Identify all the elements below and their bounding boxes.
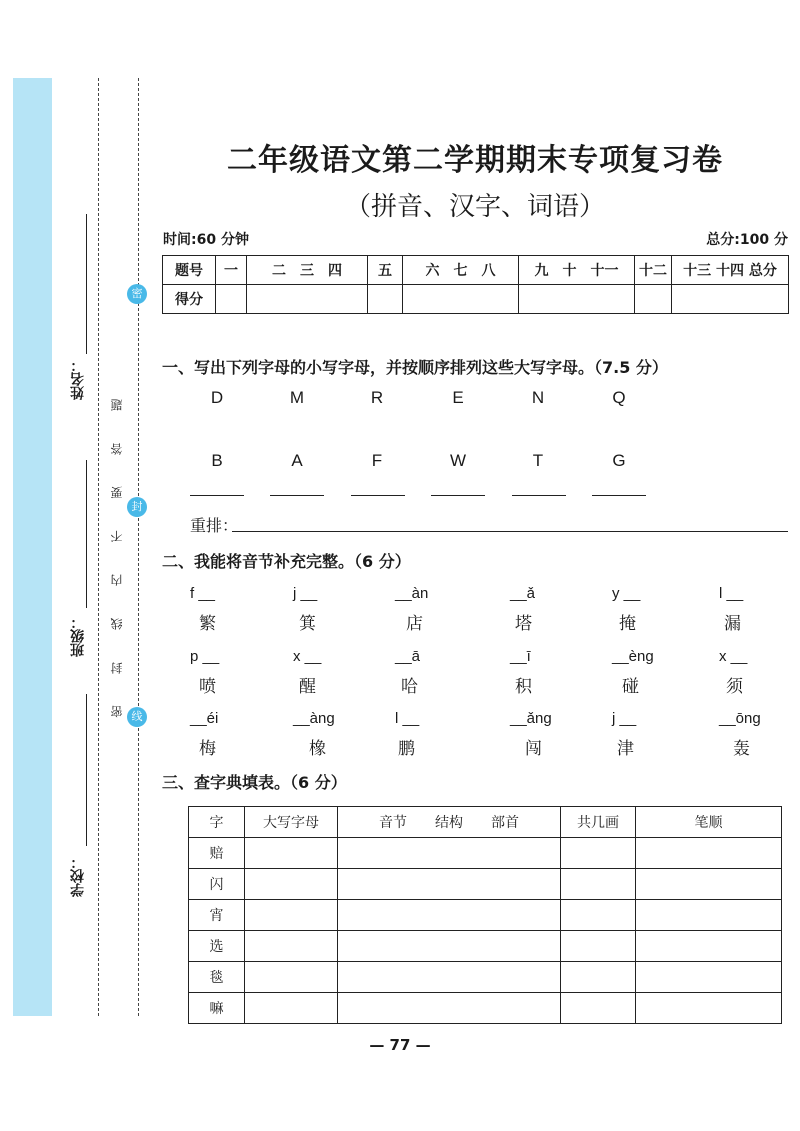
letter: Q (612, 388, 626, 407)
letter: F (371, 451, 383, 470)
letter: W (449, 451, 467, 470)
pinyin-prompt: x __ (293, 648, 322, 665)
dict-cell[interactable] (561, 900, 636, 931)
dict-cell[interactable] (338, 931, 561, 962)
school-label: 学校： (70, 855, 86, 897)
dict-row (189, 931, 782, 962)
dict-cell[interactable] (561, 838, 636, 869)
hanzi: 哈 (401, 677, 418, 697)
dict-cell[interactable] (338, 993, 561, 1024)
hanzi: 掩 (619, 614, 636, 634)
section3-heading: 三、查字典填表。（6 分） (162, 773, 347, 792)
dict-cell[interactable] (245, 838, 338, 869)
dict-header-cell: 笔顺 (636, 807, 782, 838)
hanzi: 箕 (299, 614, 316, 634)
score-header-cell: 题号 (163, 256, 216, 285)
seal-circle-xian: 线 (127, 707, 147, 727)
pinyin-prompt: __ī (510, 648, 531, 665)
dict-cell[interactable] (636, 931, 782, 962)
letter: E (452, 388, 464, 407)
name-field[interactable] (86, 214, 87, 354)
letter: G (612, 451, 626, 470)
hanzi: 闯 (525, 739, 542, 759)
dict-row (189, 869, 782, 900)
cut-line-outer (98, 78, 99, 1016)
page-subtitle: （拼音、汉字、词语） (344, 192, 605, 222)
score-table (162, 255, 789, 314)
reorder-blank[interactable] (232, 531, 788, 532)
hanzi: 漏 (724, 614, 741, 634)
answer-blank[interactable] (512, 495, 566, 496)
hanzi: 店 (406, 614, 423, 634)
dict-cell[interactable] (338, 962, 561, 993)
dict-cell[interactable] (636, 838, 782, 869)
seal-circle-feng: 封 (127, 497, 147, 517)
dict-cell[interactable] (245, 869, 338, 900)
score-value-row (163, 285, 789, 314)
dict-cell[interactable] (636, 900, 782, 931)
letter: R (370, 388, 384, 407)
letter: B (211, 451, 223, 470)
section1-heading: 一、写出下列字母的小写字母，并按顺序排列这些大写字母。（7.5 分） (162, 358, 668, 377)
pinyin-prompt: x __ (719, 648, 748, 665)
answer-blank[interactable] (592, 495, 646, 496)
dict-char: 嘛 (189, 993, 245, 1024)
score-header-cell: 十二 (635, 256, 672, 285)
dict-cell[interactable] (245, 962, 338, 993)
pinyin-prompt: __ā (395, 648, 421, 665)
score-header-cell: 九 十 十一 (519, 256, 635, 285)
dict-cell[interactable] (561, 993, 636, 1024)
hanzi: 轰 (733, 739, 750, 759)
dict-cell[interactable] (561, 962, 636, 993)
hanzi: 塔 (515, 614, 532, 634)
letter: A (291, 451, 303, 470)
dict-char: 宵 (189, 900, 245, 931)
hanzi: 梅 (199, 739, 216, 759)
dict-cell[interactable] (636, 962, 782, 993)
school-field[interactable] (86, 694, 87, 846)
pinyin-prompt: __èng (612, 648, 654, 665)
answer-blank[interactable] (351, 495, 405, 496)
dictionary-table (188, 806, 782, 1024)
dict-row (189, 838, 782, 869)
class-label: 班级： (70, 615, 86, 657)
hanzi: 橡 (309, 739, 326, 759)
pinyin-prompt: __àn (395, 585, 429, 602)
dict-cell[interactable] (338, 838, 561, 869)
answer-blank[interactable] (270, 495, 324, 496)
pinyin-prompt: l __ (395, 710, 420, 727)
cut-line-inner (138, 78, 139, 1016)
score-cell[interactable] (368, 285, 403, 314)
dict-cell[interactable] (338, 869, 561, 900)
score-cell[interactable] (519, 285, 635, 314)
pinyin-prompt: j __ (612, 710, 637, 727)
dict-char: 选 (189, 931, 245, 962)
class-field[interactable] (86, 460, 87, 608)
dict-char: 赔 (189, 838, 245, 869)
page-number: — 77 — (369, 1036, 431, 1054)
pinyin-prompt: __éi (190, 710, 219, 727)
pinyin-prompt: l __ (719, 585, 744, 602)
dict-row (189, 900, 782, 931)
dict-row (189, 993, 782, 1024)
dict-header-cell: 大写字母 (245, 807, 338, 838)
score-cell[interactable] (247, 285, 368, 314)
dict-header-cell: 字 (189, 807, 245, 838)
hanzi: 碰 (622, 677, 639, 697)
pinyin-prompt: __ōng (719, 710, 761, 727)
dict-char: 闪 (189, 869, 245, 900)
dict-header-cell: 音节 结构 部首 (338, 807, 561, 838)
pinyin-prompt: p __ (190, 648, 220, 665)
pinyin-prompt: j __ (293, 585, 318, 602)
score-cell[interactable] (635, 285, 672, 314)
dict-char: 毯 (189, 962, 245, 993)
score-header-cell: 一 (216, 256, 247, 285)
hanzi: 醒 (299, 677, 316, 697)
name-label: 姓名： (70, 358, 86, 400)
pinyin-prompt: __ǎng (510, 710, 552, 727)
answer-blank[interactable] (190, 495, 244, 496)
dict-cell[interactable] (636, 993, 782, 1024)
dict-cell[interactable] (245, 931, 338, 962)
score-cell[interactable] (216, 285, 247, 314)
score-cell[interactable] (403, 285, 519, 314)
hanzi: 津 (617, 739, 634, 759)
score-header-cell: 二 三 四 (247, 256, 368, 285)
dict-cell[interactable] (338, 900, 561, 931)
letter: N (531, 388, 545, 407)
hanzi: 积 (515, 677, 532, 697)
pinyin-prompt: f __ (190, 585, 216, 602)
seal-circle-mi: 密 (127, 284, 147, 304)
pinyin-prompt: __àng (293, 710, 335, 727)
letter: D (210, 388, 224, 407)
score-header-cell: 五 (368, 256, 403, 285)
dict-cell[interactable] (245, 900, 338, 931)
dict-row (189, 962, 782, 993)
dict-cell[interactable] (245, 993, 338, 1024)
dict-header-cell: 共几画 (561, 807, 636, 838)
seal-warning-text: 密 封 线 内 不 要 答 题 (110, 385, 124, 718)
exam-time: 时间:60 分钟 (163, 232, 249, 248)
dict-cell[interactable] (561, 931, 636, 962)
binding-strip (13, 78, 52, 1016)
letter: M (289, 388, 305, 407)
score-cell[interactable] (672, 285, 789, 314)
score-header-cell: 十三 十四 总分 (672, 256, 789, 285)
page-title: 二年级语文第二学期期末专项复习卷 (227, 143, 723, 178)
section2-heading: 二、我能将音节补充完整。（6 分） (162, 552, 411, 571)
reorder-label: 重排： (190, 516, 239, 535)
hanzi: 须 (726, 677, 743, 697)
hanzi: 鹏 (398, 739, 415, 759)
pinyin-prompt: __ǎ (510, 585, 536, 602)
pinyin-prompt: y __ (612, 585, 641, 602)
dict-header-row (189, 807, 782, 838)
hanzi: 喷 (199, 677, 216, 697)
score-header-cell: 六 七 八 (403, 256, 519, 285)
dict-cell[interactable] (636, 869, 782, 900)
exam-total: 总分:100 分 (706, 232, 788, 248)
dict-cell[interactable] (561, 869, 636, 900)
answer-blank[interactable] (431, 495, 485, 496)
letter: T (532, 451, 544, 470)
hanzi: 繁 (199, 614, 216, 634)
score-row-label: 得分 (163, 285, 216, 314)
score-header-row (163, 256, 789, 285)
